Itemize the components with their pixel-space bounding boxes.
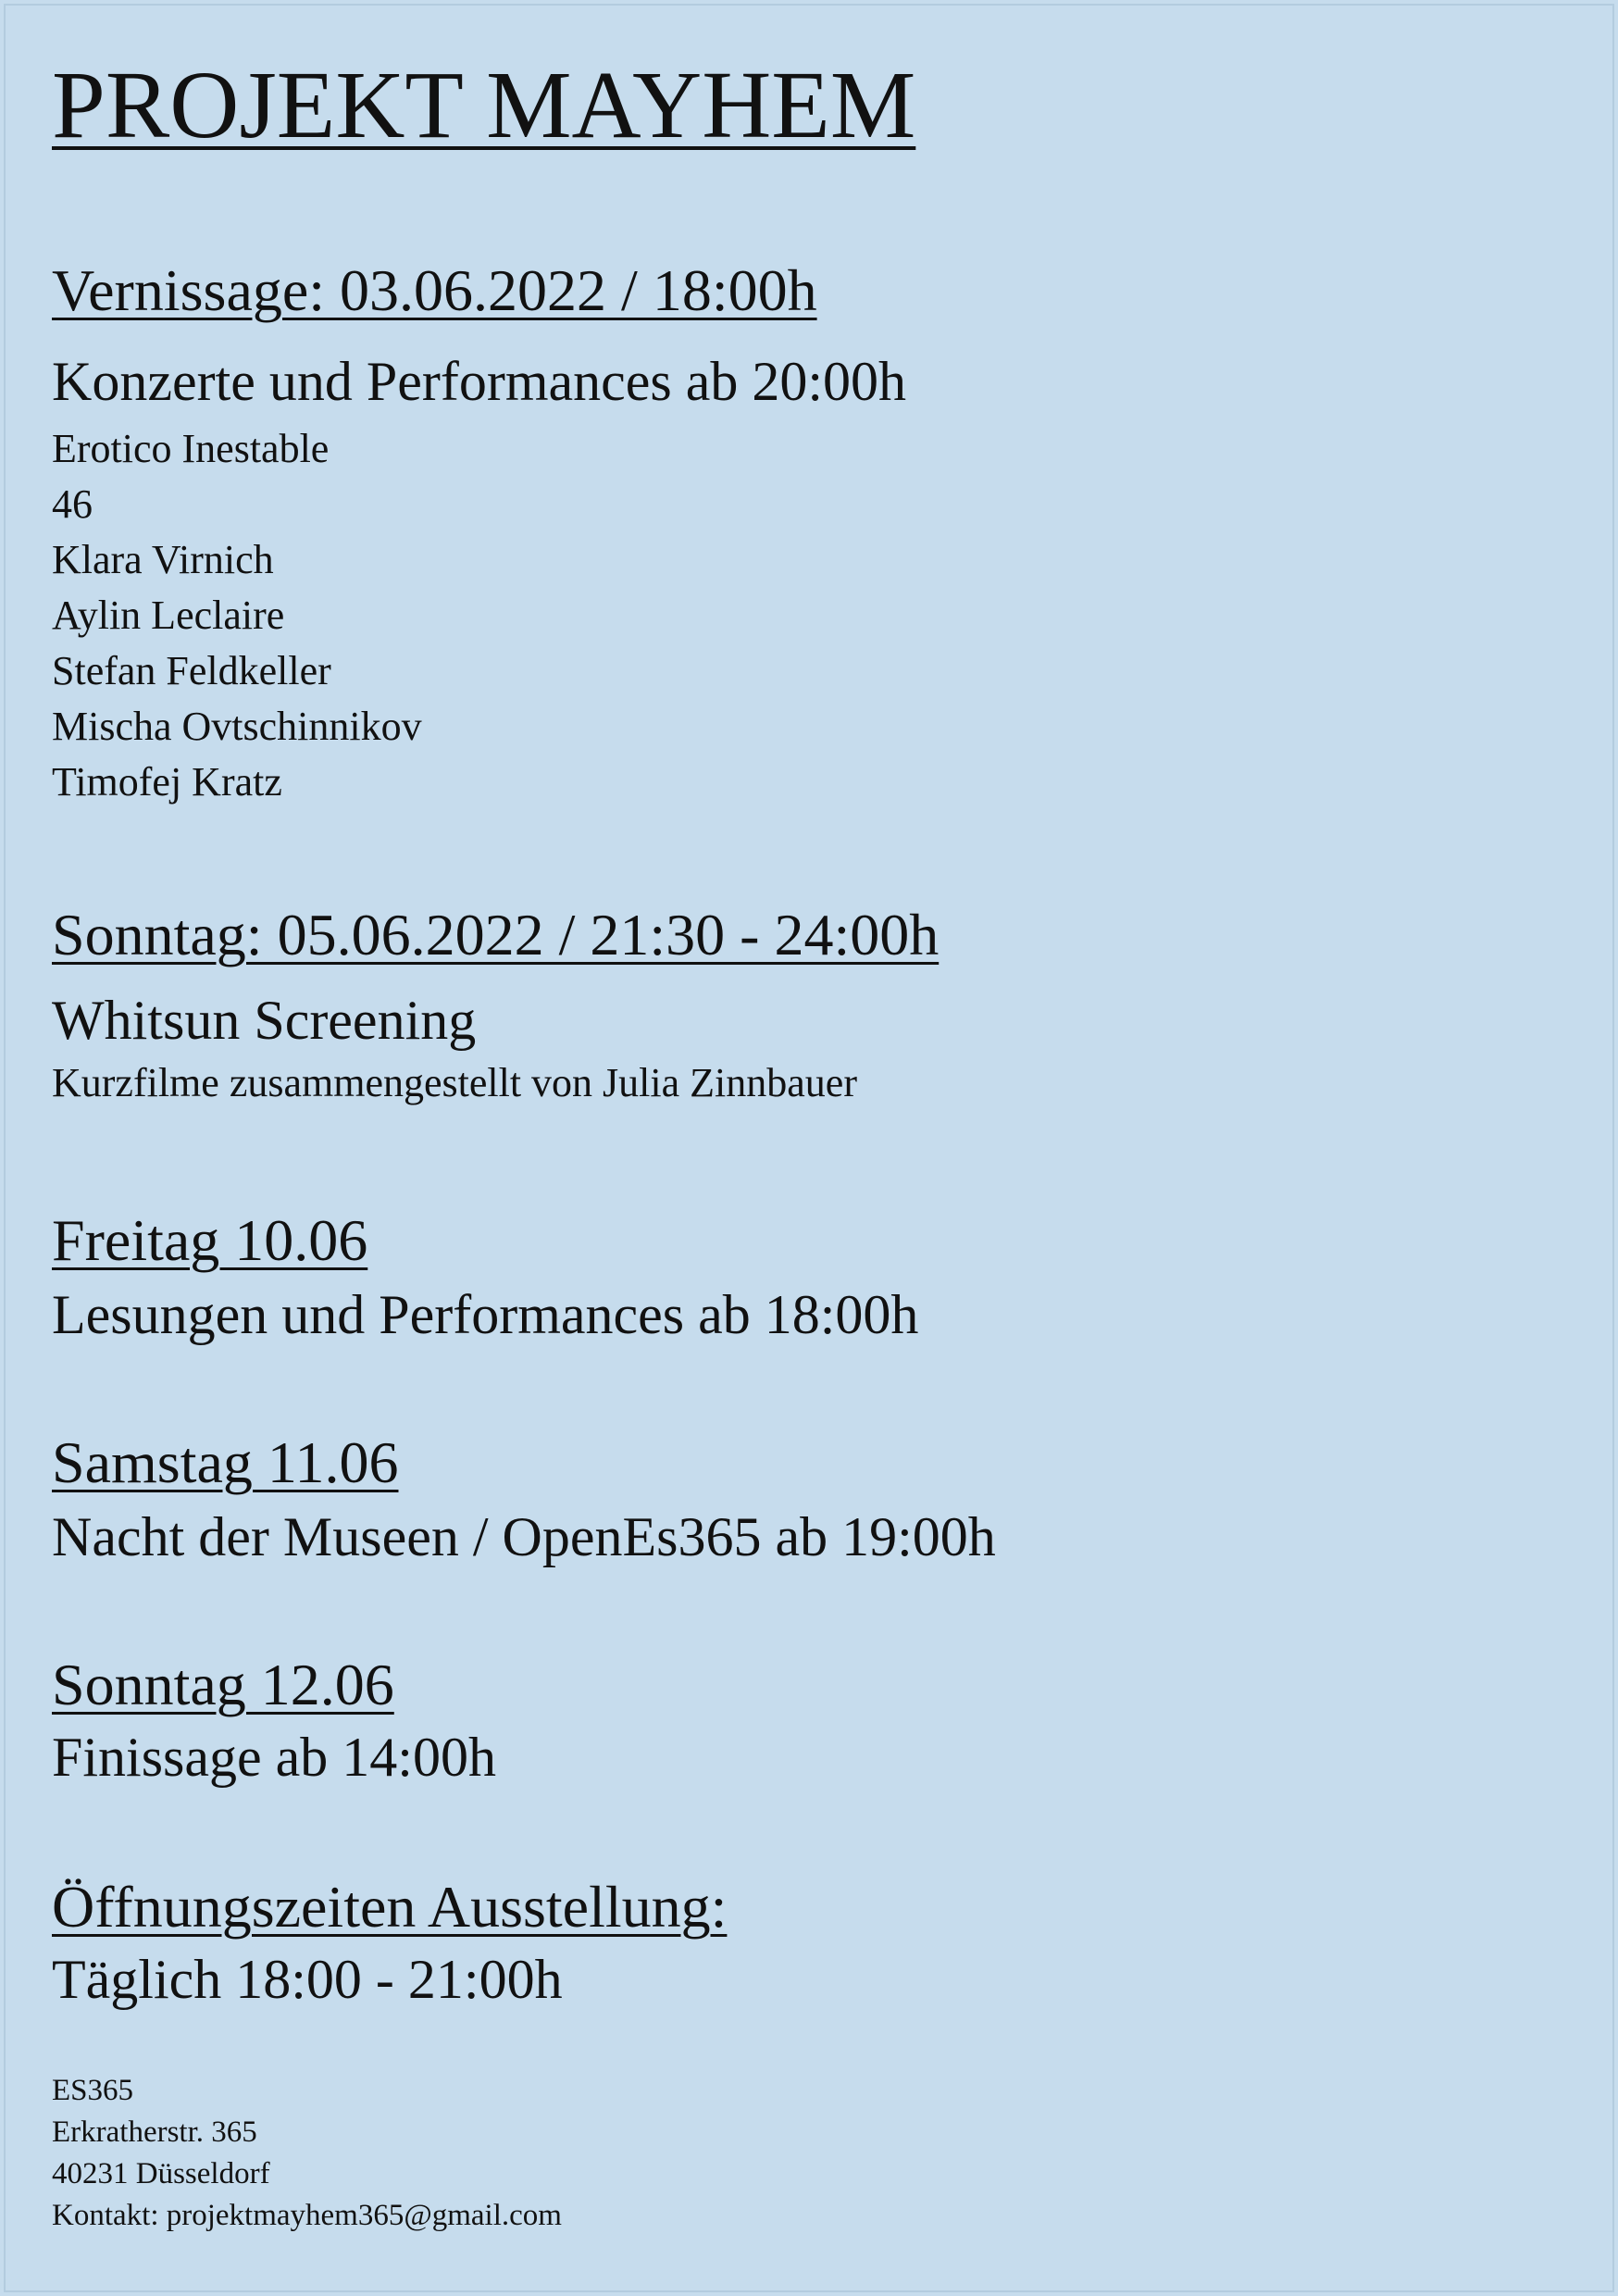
footer-address: [52, 2070, 562, 2237]
samstag-heading: Samstag 11.06: [52, 1429, 399, 1495]
oeffnungszeiten-heading: Öffnungszeiten Ausstellung:: [52, 1874, 728, 1940]
finissage-subtitle: Finissage ab 14:00h: [52, 1727, 496, 1788]
screening-note: Kurzfilme zusammengestellt von Julia Zinnbauer: [52, 1060, 857, 1105]
sonntag-finissage-heading: Sonntag 12.06: [52, 1652, 394, 1717]
screening-title: Whitsun Screening: [52, 990, 477, 1051]
contact-email: Kontakt: projektmayhem365@gmail.com: [52, 2199, 562, 2232]
performer-item: Erotico Inestable: [52, 426, 330, 471]
vernissage-heading: Vernissage: 03.06.2022 / 18:00h: [52, 257, 817, 323]
performer-item: 46: [52, 481, 93, 527]
oeffnungszeiten-subtitle: Täglich 18:00 - 21:00h: [52, 1949, 563, 2010]
freitag-subtitle: Lesungen und Performances ab 18:00h: [52, 1284, 919, 1345]
performer-item: Mischa Ovtschinnikov: [52, 704, 422, 749]
venue-street: Erkratherstr. 365: [52, 2115, 257, 2149]
performer-list: [52, 421, 422, 810]
performer-item: Timofej Kratz: [52, 759, 282, 805]
sonntag-screening-heading: Sonntag: 05.06.2022 / 21:30 - 24:00h: [52, 902, 940, 967]
venue-city: 40231 Düsseldorf: [52, 2157, 270, 2190]
vernissage-subtitle: Konzerte und Performances ab 20:00h: [52, 351, 907, 412]
page-title: PROJEKT MAYHEM: [52, 52, 916, 158]
freitag-heading: Freitag 10.06: [52, 1207, 368, 1273]
performer-item: Stefan Feldkeller: [52, 648, 331, 693]
performer-item: Aylin Leclaire: [52, 593, 285, 638]
venue-name: ES365: [52, 2074, 134, 2107]
samstag-subtitle: Nacht der Museen / OpenEs365 ab 19:00h: [52, 1506, 996, 1567]
performer-item: Klara Virnich: [52, 537, 274, 582]
